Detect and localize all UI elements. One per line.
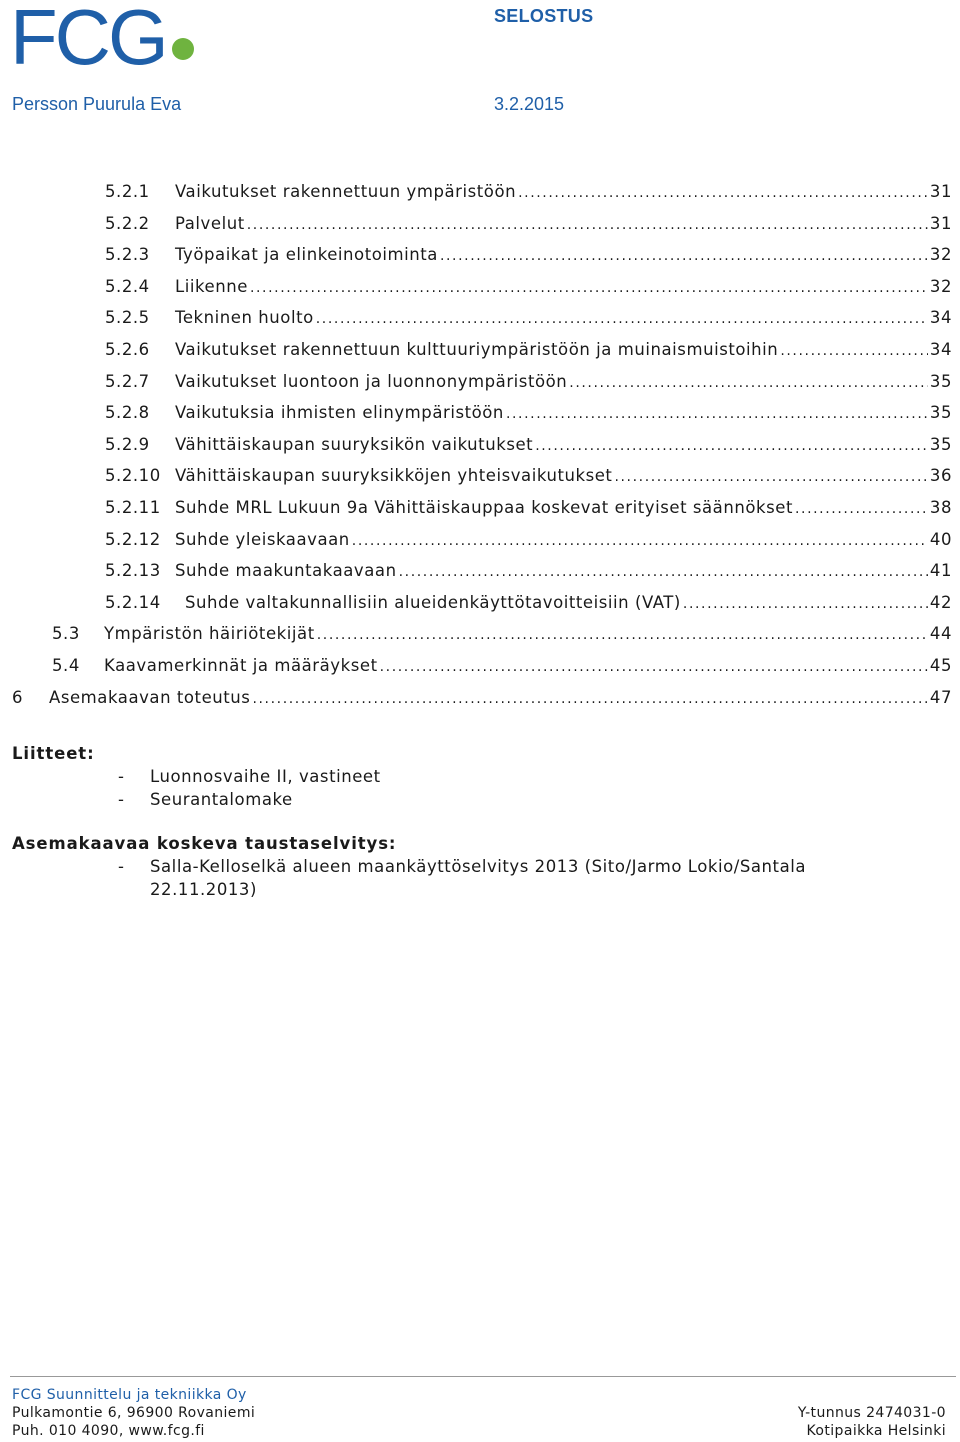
- toc-page-number: 31: [929, 213, 952, 233]
- logo-green-dot-icon: [172, 38, 194, 60]
- toc-leader-dots: [352, 533, 928, 549]
- toc-leader-dots: [683, 596, 928, 612]
- toc-number: 5.4: [52, 656, 80, 675]
- toc-page-number: 44: [929, 624, 952, 644]
- toc-page-number: 32: [929, 245, 952, 265]
- toc-title: Kaavamerkinnät ja määräykset: [104, 656, 378, 675]
- toc-number: 5.2.2: [105, 213, 150, 233]
- toc-entry: [105, 214, 952, 238]
- toc-entry: [105, 593, 952, 617]
- toc-page-number: 32: [929, 276, 952, 296]
- logo-text: FCG: [10, 4, 166, 70]
- toc-number: 5.2.12: [105, 529, 161, 549]
- toc-leader-dots: [506, 406, 928, 422]
- footer-domicile: Kotipaikka Helsinki: [806, 1423, 946, 1439]
- toc-page-number: 42: [929, 592, 952, 612]
- toc-entry: [105, 182, 952, 206]
- attachments-heading: Liitteet:: [12, 744, 95, 763]
- toc-leader-dots: [317, 627, 928, 643]
- toc-leader-dots: [614, 469, 927, 485]
- toc-number: 5.2.3: [105, 245, 150, 265]
- toc-number: 6: [12, 687, 24, 707]
- toc-leader-dots: [535, 438, 928, 454]
- footer-divider: [10, 1376, 956, 1377]
- toc-entry: [105, 245, 952, 269]
- toc-title: Suhde maakuntakaavaan: [175, 561, 397, 581]
- toc-number: 5.2.5: [105, 308, 150, 328]
- toc-entry: [105, 403, 952, 427]
- toc-entry: [105, 277, 952, 301]
- toc-entry: [105, 530, 952, 554]
- author-name: Persson Puurula Eva: [12, 94, 182, 114]
- toc-number: 5.2.14: [105, 592, 161, 612]
- toc-title: Vaikutukset luontoon ja luonnonympäristöön: [175, 371, 568, 391]
- toc-page-number: 35: [929, 403, 952, 423]
- footer-company: FCG Suunnittelu ja tekniikka Oy: [12, 1387, 247, 1403]
- toc-page-number: 35: [929, 434, 952, 454]
- document-date: 3.2.2015: [494, 94, 565, 114]
- toc-page-number: 40: [929, 529, 952, 549]
- footer-address: Pulkamontie 6, 96900 Rovaniemi: [12, 1405, 256, 1421]
- toc-leader-dots: [252, 691, 927, 707]
- toc-leader-dots: [795, 501, 928, 517]
- toc-leader-dots: [316, 311, 928, 327]
- toc-title: Vähittäiskaupan suuryksikköjen yhteisvaikutukset: [175, 466, 613, 486]
- toc-page-number: 38: [929, 498, 952, 517]
- toc-number: 5.2.9: [105, 434, 150, 454]
- toc-leader-dots: [440, 248, 928, 264]
- toc-page-number: 34: [929, 308, 952, 328]
- toc-entry: [12, 688, 952, 712]
- toc-leader-dots: [380, 659, 928, 675]
- toc-leader-dots: [250, 280, 928, 296]
- toc-number: 5.2.8: [105, 403, 150, 423]
- toc-title: Vaikutukset rakennettuun ympäristöön: [175, 182, 517, 201]
- toc-entry: [105, 466, 952, 490]
- toc-page-number: 41: [929, 561, 952, 581]
- toc-entry: [52, 624, 952, 648]
- toc-entry: [105, 498, 952, 522]
- footer-phone-web: Puh. 010 4090, www.fcg.fi: [12, 1423, 205, 1439]
- toc-entry: [105, 561, 952, 585]
- list-dash: -: [118, 857, 125, 876]
- toc-number: 5.2.10: [105, 466, 161, 486]
- toc-page-number: 35: [929, 371, 952, 391]
- toc-title: Tekninen huolto: [175, 308, 314, 328]
- document-type: SELOSTUS: [494, 6, 594, 26]
- toc-number: 5.2.7: [105, 371, 150, 391]
- background-study-heading: Asemakaavaa koskeva taustaselvitys:: [12, 834, 397, 853]
- toc-leader-dots: [780, 343, 928, 359]
- toc-number: 5.2.4: [105, 276, 150, 296]
- toc-leader-dots: [569, 375, 928, 391]
- toc-leader-dots: [247, 217, 928, 233]
- toc-page-number: 31: [929, 182, 952, 201]
- toc-title: Suhde valtakunnallisiin alueidenkäyttötavoitteisiin (VAT): [185, 592, 681, 612]
- toc-title: Palvelut: [175, 213, 245, 233]
- toc-number: 5.2.13: [105, 561, 161, 581]
- background-study-text: Salla-Kelloselkä alueen maankäyttöselvitys 2013 (Sito/Jarmo Lokio/Santala: [150, 857, 807, 876]
- toc-title: Vaikutuksia ihmisten elinympäristöön: [175, 403, 504, 423]
- toc-leader-dots: [518, 185, 928, 201]
- list-dash: -: [118, 767, 125, 786]
- toc-page-number: 47: [929, 687, 952, 707]
- toc-title: Vaikutukset rakennettuun kulttuuriympäristöön ja muinaismuistoihin: [175, 340, 779, 359]
- toc-page-number: 34: [929, 340, 952, 359]
- toc-entry: [105, 340, 952, 364]
- toc-title: Ympäristön häiriötekijät: [104, 624, 315, 644]
- toc-title: Liikenne: [175, 276, 248, 296]
- attachment-text: Seurantalomake: [150, 790, 293, 809]
- list-dash: -: [118, 790, 125, 809]
- toc-title: Suhde yleiskaavaan: [175, 529, 350, 549]
- toc-page-number: 36: [929, 466, 952, 486]
- footer-business-id: Y-tunnus 2474031-0: [797, 1405, 946, 1421]
- toc-title: Työpaikat ja elinkeinotoiminta: [175, 245, 438, 265]
- toc-number: 5.2.6: [105, 340, 150, 359]
- toc-entry: [105, 435, 952, 459]
- toc-title: Vähittäiskaupan suuryksikön vaikutukset: [175, 434, 534, 454]
- toc-number: 5.2.1: [105, 182, 150, 201]
- toc-entry: [52, 656, 952, 680]
- toc-number: 5.2.11: [105, 498, 161, 517]
- background-study-text-continued: 22.11.2013): [150, 880, 257, 899]
- toc-title: Asemakaavan toteutus: [49, 687, 251, 707]
- toc-number: 5.3: [52, 624, 80, 644]
- toc-entry: [105, 308, 952, 332]
- toc-leader-dots: [399, 564, 928, 580]
- toc-entry: [105, 372, 952, 396]
- toc-page-number: 45: [929, 656, 952, 675]
- attachment-text: Luonnosvaihe II, vastineet: [150, 767, 381, 786]
- fcg-logo: [10, 4, 200, 74]
- toc-title: Suhde MRL Lukuun 9a Vähittäiskauppaa koskevat erityiset säännökset: [175, 498, 793, 517]
